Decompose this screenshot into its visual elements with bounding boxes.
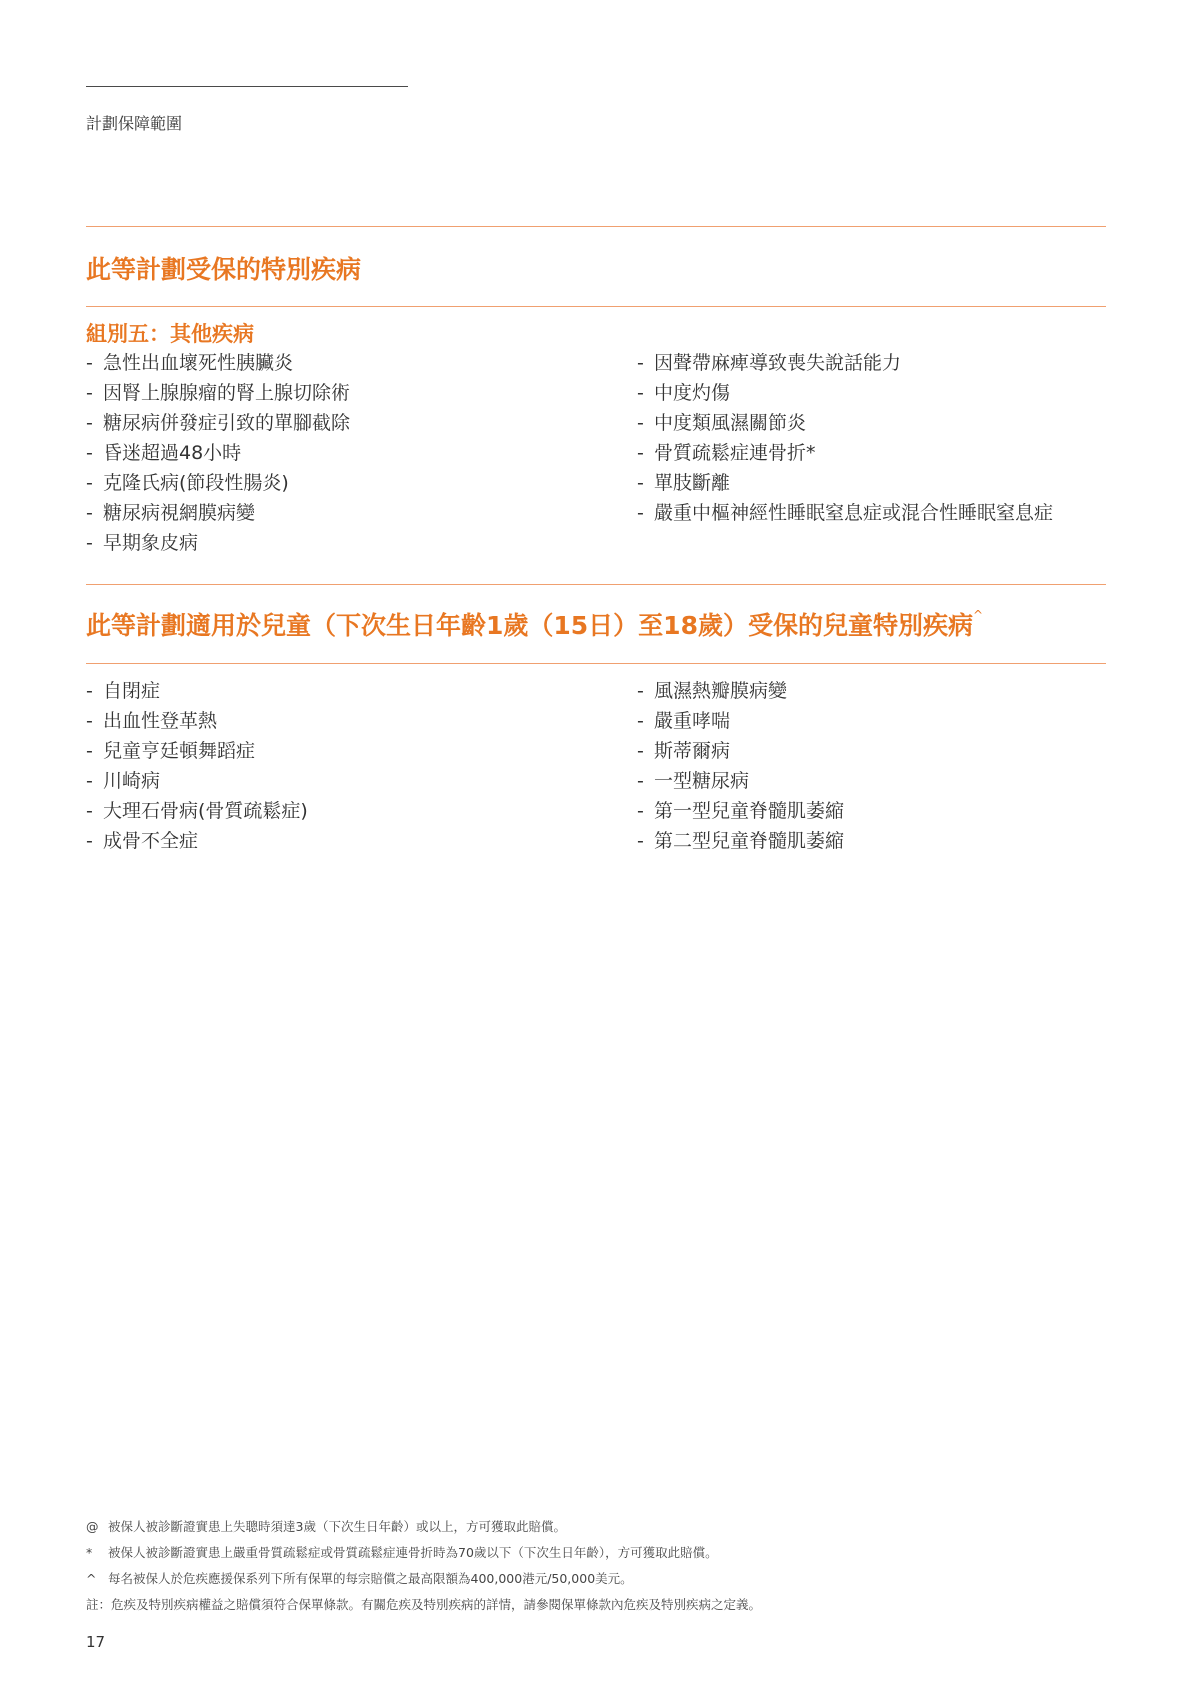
footnotes (86, 1514, 1106, 1618)
title-footnote-mark: ^ (972, 608, 984, 622)
list-item: - 因聲帶麻痺導致喪失說話能力 (637, 352, 902, 374)
list-item: - 中度類風濕關節炎 (637, 412, 807, 434)
list-item: - 嚴重中樞神經性睡眠窒息症或混合性睡眠窒息症 (637, 502, 1054, 524)
list-item: - 骨質疏鬆症連骨折* (637, 442, 816, 464)
list-item: - 克隆氏病(節段性腸炎) (86, 472, 289, 494)
list-item: - 斯蒂爾病 (637, 740, 731, 762)
footnote-text: 被保人被診斷證實患上嚴重骨質疏鬆症或骨質疏鬆症連骨折時為70歲以下（下次生日年齡），方可獲取此賠償。 (108, 1545, 718, 1560)
section1-top-rule (86, 226, 1106, 227)
list-item: - 中度灼傷 (637, 382, 731, 404)
list-item: - 風濕熱瓣膜病變 (637, 680, 788, 702)
list-item: - 自閉症 (86, 680, 161, 702)
footnote-symbol: * (86, 1545, 93, 1560)
list-item: - 川崎病 (86, 770, 161, 792)
list-item: - 成骨不全症 (86, 830, 199, 852)
section1-left-list (86, 348, 350, 558)
list-item: - 因腎上腺腺瘤的腎上腺切除術 (86, 382, 351, 404)
page-number: 17 (86, 1633, 106, 1651)
list-item: - 第一型兒童脊髓肌萎縮 (637, 800, 845, 822)
footnote-remark (86, 1592, 1106, 1618)
footnote-text: 每名被保人於危疾應援保系列下所有保單的每宗賠償之最高限額為400,000港元/50,000美元。 (108, 1571, 633, 1586)
section2-bottom-rule (86, 663, 1106, 664)
footnote (86, 1514, 1106, 1540)
section2-right-list (637, 676, 844, 856)
section-label: 計劃保障範圍 (86, 114, 183, 133)
section2-left-list (86, 676, 308, 856)
section1-title: 此等計劃受保的特別疾病 (86, 255, 362, 284)
list-item: - 第二型兒童脊髓肌萎縮 (637, 830, 845, 852)
section2-title-text: 此等計劃適用於兒童（下次生日年齡1歲（15日）至18歲）受保的兒童特別疾病 (86, 611, 973, 640)
section2-top-rule (86, 584, 1106, 585)
list-item: - 出血性登革熱 (86, 710, 218, 732)
footnote-symbol: @ (86, 1519, 99, 1534)
list-item: - 早期象皮病 (86, 532, 199, 554)
footnote-symbol: ^ (86, 1571, 97, 1586)
list-item: - 一型糖尿病 (637, 770, 750, 792)
footnote-text: 被保人被診斷證實患上失聰時須達3歲（下次生日年齡）或以上，方可獲取此賠償。 (108, 1519, 566, 1534)
section2-title (86, 606, 983, 642)
list-item: - 嚴重哮喘 (637, 710, 731, 732)
footnote (86, 1566, 1106, 1592)
section1-bottom-rule (86, 306, 1106, 307)
list-item: - 大理石骨病(骨質疏鬆症) (86, 800, 308, 822)
footnote-text: 註：危疾及特別疾病權益之賠償須符合保單條款。有關危疾及特別疾病的詳情，請參閱保單條款內危疾及特別疾病之定義。 (86, 1597, 762, 1612)
header-rule (86, 86, 408, 87)
list-item: - 急性出血壞死性胰臟炎 (86, 352, 294, 374)
list-item: - 糖尿病併發症引致的單腳截除 (86, 412, 351, 434)
section1-right-list (637, 348, 1053, 528)
footnote (86, 1540, 1106, 1566)
list-item: - 糖尿病視網膜病變 (86, 502, 256, 524)
list-item: - 單肢斷離 (637, 472, 731, 494)
list-item: - 兒童亨廷頓舞蹈症 (86, 740, 256, 762)
list-item: - 昏迷超過48小時 (86, 442, 242, 464)
group-title: 組別五：其他疾病 (86, 322, 254, 346)
